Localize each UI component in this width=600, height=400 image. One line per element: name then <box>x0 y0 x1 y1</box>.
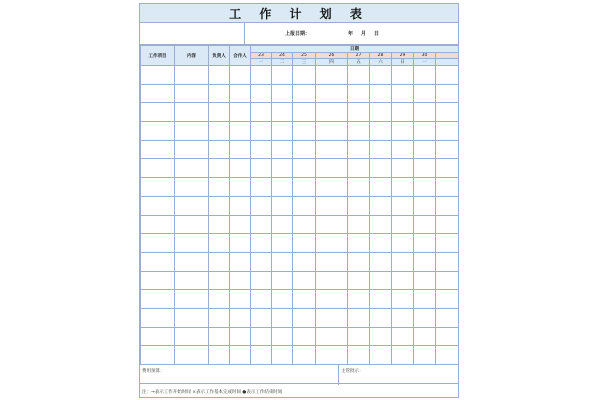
plan-cell[interactable] <box>141 271 175 290</box>
plan-cell[interactable] <box>414 327 436 346</box>
plan-cell[interactable] <box>348 271 370 290</box>
plan-cell[interactable] <box>316 234 348 253</box>
weekday-cell: 一 <box>414 59 436 66</box>
plan-cell[interactable] <box>316 290 348 309</box>
plan-cell[interactable] <box>293 140 316 159</box>
plan-cell[interactable] <box>370 271 392 290</box>
plan-cell[interactable] <box>392 252 414 271</box>
plan-cell[interactable] <box>251 346 272 365</box>
weekday-cell: 五 <box>348 59 370 66</box>
plan-cell[interactable] <box>251 252 272 271</box>
plan-cell[interactable] <box>230 140 251 159</box>
header-content: 内容 <box>175 46 209 66</box>
plan-cell[interactable] <box>230 346 251 365</box>
date-cell: 30 <box>414 53 436 59</box>
plan-cell[interactable] <box>316 178 348 197</box>
plan-table <box>140 45 459 365</box>
plan-cell[interactable] <box>293 178 316 197</box>
plan-cell[interactable] <box>175 140 209 159</box>
plan-cell[interactable] <box>175 159 209 178</box>
plan-cell[interactable] <box>141 327 175 346</box>
plan-cell[interactable] <box>436 140 459 159</box>
plan-cell[interactable] <box>348 290 370 309</box>
plan-cell[interactable] <box>293 66 316 85</box>
plan-cell[interactable] <box>175 103 209 122</box>
table-row <box>141 159 459 178</box>
plan-cell[interactable] <box>251 84 272 103</box>
plan-cell[interactable] <box>436 346 459 365</box>
page-title: 工 作 计 划 表 <box>229 6 369 21</box>
table-row <box>141 196 459 215</box>
plan-cell[interactable] <box>414 346 436 365</box>
plan-cell[interactable] <box>272 140 293 159</box>
plan-cell[interactable] <box>436 103 459 122</box>
plan-cell[interactable] <box>230 308 251 327</box>
plan-cell[interactable] <box>293 290 316 309</box>
blank-cell[interactable] <box>140 23 245 45</box>
plan-cell[interactable] <box>272 122 293 141</box>
table-row <box>141 84 459 103</box>
date-cell: 25 <box>293 53 316 59</box>
date-cell: 24 <box>272 53 293 59</box>
plan-cell[interactable] <box>436 252 459 271</box>
plan-cell[interactable] <box>293 252 316 271</box>
plan-cell[interactable] <box>230 196 251 215</box>
plan-cell[interactable] <box>272 178 293 197</box>
plan-cell[interactable] <box>230 252 251 271</box>
plan-cell[interactable] <box>414 252 436 271</box>
plan-cell[interactable] <box>141 196 175 215</box>
plan-cell[interactable] <box>293 196 316 215</box>
plan-cell[interactable] <box>209 346 230 365</box>
plan-cell[interactable] <box>316 196 348 215</box>
plan-cell[interactable] <box>392 234 414 253</box>
weekday-cell-empty <box>436 59 459 66</box>
table-row <box>141 327 459 346</box>
date-cell: 27 <box>348 53 370 59</box>
plan-cell[interactable] <box>209 66 230 85</box>
header-owner: 负责人 <box>209 46 230 66</box>
plan-cell[interactable] <box>436 215 459 234</box>
plan-cell[interactable] <box>230 66 251 85</box>
plan-cell[interactable] <box>175 346 209 365</box>
plan-cell[interactable] <box>392 308 414 327</box>
footer-divider <box>338 365 339 385</box>
plan-cell[interactable] <box>230 327 251 346</box>
plan-cell[interactable] <box>414 103 436 122</box>
plan-cell[interactable] <box>251 140 272 159</box>
plan-cell[interactable] <box>272 234 293 253</box>
plan-cell[interactable] <box>348 140 370 159</box>
plan-cell[interactable] <box>392 178 414 197</box>
plan-cell[interactable] <box>436 327 459 346</box>
plan-cell[interactable] <box>209 308 230 327</box>
plan-cell[interactable] <box>272 252 293 271</box>
plan-cell[interactable] <box>230 84 251 103</box>
plan-cell[interactable] <box>316 159 348 178</box>
plan-cell[interactable] <box>370 140 392 159</box>
table-row <box>141 103 459 122</box>
table-row <box>141 122 459 141</box>
plan-cell[interactable] <box>392 103 414 122</box>
plan-cell[interactable] <box>370 84 392 103</box>
plan-cell[interactable] <box>436 308 459 327</box>
plan-cell[interactable] <box>230 234 251 253</box>
plan-cell[interactable] <box>370 196 392 215</box>
plan-cell[interactable] <box>316 271 348 290</box>
plan-cell[interactable] <box>348 84 370 103</box>
plan-cell[interactable] <box>348 178 370 197</box>
plan-cell[interactable] <box>414 234 436 253</box>
weekday-cell: 三 <box>293 59 316 66</box>
plan-cell[interactable] <box>348 252 370 271</box>
plan-cell[interactable] <box>230 178 251 197</box>
plan-body <box>141 66 459 365</box>
table-row <box>141 66 459 85</box>
plan-cell[interactable] <box>272 308 293 327</box>
plan-cell[interactable] <box>316 215 348 234</box>
plan-cell[interactable] <box>272 103 293 122</box>
table-row <box>141 346 459 365</box>
legend-note: 注：→表示工作开始时间 ×表示工作基本完成时间 ●表示工作结束时间 <box>142 390 283 395</box>
plan-cell[interactable] <box>392 196 414 215</box>
plan-cell[interactable] <box>272 271 293 290</box>
plan-cell[interactable] <box>316 140 348 159</box>
plan-cell[interactable] <box>316 346 348 365</box>
plan-cell[interactable] <box>175 271 209 290</box>
plan-cell[interactable] <box>141 234 175 253</box>
table-row <box>141 215 459 234</box>
day-label: 日 <box>374 31 380 37</box>
plan-cell[interactable] <box>392 215 414 234</box>
plan-cell[interactable] <box>414 66 436 85</box>
plan-cell[interactable] <box>392 271 414 290</box>
plan-cell[interactable] <box>414 159 436 178</box>
footer-row <box>140 364 458 384</box>
plan-cell[interactable] <box>316 84 348 103</box>
plan-cell[interactable] <box>436 234 459 253</box>
header-date-group: 日期 <box>251 46 459 53</box>
plan-cell[interactable] <box>230 290 251 309</box>
plan-cell[interactable] <box>141 215 175 234</box>
plan-cell[interactable] <box>348 66 370 85</box>
plan-cell[interactable] <box>370 122 392 141</box>
plan-cell[interactable] <box>209 252 230 271</box>
plan-cell[interactable] <box>348 159 370 178</box>
plan-cell[interactable] <box>251 290 272 309</box>
plan-cell[interactable] <box>209 327 230 346</box>
table-row <box>141 234 459 253</box>
plan-cell[interactable] <box>436 178 459 197</box>
plan-cell[interactable] <box>251 196 272 215</box>
plan-cell[interactable] <box>370 290 392 309</box>
plan-cell[interactable] <box>209 271 230 290</box>
date-cell: 29 <box>392 53 414 59</box>
plan-cell[interactable] <box>370 327 392 346</box>
plan-cell[interactable] <box>293 271 316 290</box>
plan-cell[interactable] <box>370 159 392 178</box>
plan-cell[interactable] <box>141 178 175 197</box>
plan-cell[interactable] <box>392 159 414 178</box>
plan-cell[interactable] <box>370 252 392 271</box>
weekday-cell: 一 <box>251 59 272 66</box>
plan-cell[interactable] <box>141 159 175 178</box>
plan-cell[interactable] <box>370 178 392 197</box>
table-row <box>141 252 459 271</box>
plan-cell[interactable] <box>251 103 272 122</box>
plan-cell[interactable] <box>272 84 293 103</box>
plan-cell[interactable] <box>230 215 251 234</box>
plan-cell[interactable] <box>316 327 348 346</box>
plan-cell[interactable] <box>392 346 414 365</box>
plan-cell[interactable] <box>293 122 316 141</box>
report-date-row <box>140 23 458 45</box>
plan-cell[interactable] <box>230 122 251 141</box>
plan-cell[interactable] <box>209 84 230 103</box>
weekday-cell: 日 <box>392 59 414 66</box>
plan-cell[interactable] <box>272 215 293 234</box>
date-cell: 23 <box>251 53 272 59</box>
plan-cell[interactable] <box>209 103 230 122</box>
plan-cell[interactable] <box>272 159 293 178</box>
plan-cell[interactable] <box>370 234 392 253</box>
plan-cell[interactable] <box>348 215 370 234</box>
plan-cell[interactable] <box>141 122 175 141</box>
plan-cell[interactable] <box>436 122 459 141</box>
plan-cell[interactable] <box>414 215 436 234</box>
plan-cell[interactable] <box>251 122 272 141</box>
plan-cell[interactable] <box>175 252 209 271</box>
plan-cell[interactable] <box>436 84 459 103</box>
plan-cell[interactable] <box>316 66 348 85</box>
plan-cell[interactable] <box>175 290 209 309</box>
work-plan-sheet <box>139 3 459 398</box>
plan-cell[interactable] <box>293 327 316 346</box>
year-label: 年 <box>348 31 354 37</box>
plan-cell[interactable] <box>251 271 272 290</box>
plan-cell[interactable] <box>392 66 414 85</box>
plan-cell[interactable] <box>436 196 459 215</box>
plan-cell[interactable] <box>293 215 316 234</box>
plan-cell[interactable] <box>414 84 436 103</box>
plan-cell[interactable] <box>348 308 370 327</box>
plan-cell[interactable] <box>436 290 459 309</box>
title-bar <box>140 4 458 23</box>
plan-cell[interactable] <box>392 122 414 141</box>
plan-cell[interactable] <box>175 66 209 85</box>
plan-cell[interactable] <box>230 159 251 178</box>
plan-cell[interactable] <box>348 234 370 253</box>
plan-cell[interactable] <box>414 196 436 215</box>
plan-cell[interactable] <box>251 66 272 85</box>
plan-cell[interactable] <box>392 84 414 103</box>
plan-cell[interactable] <box>230 103 251 122</box>
plan-cell[interactable] <box>209 140 230 159</box>
plan-cell[interactable] <box>293 159 316 178</box>
supervisor-label: 主管批示： <box>341 369 364 374</box>
plan-cell[interactable] <box>272 327 293 346</box>
plan-cell[interactable] <box>272 66 293 85</box>
plan-cell[interactable] <box>230 271 251 290</box>
plan-cell[interactable] <box>316 252 348 271</box>
plan-cell[interactable] <box>141 66 175 85</box>
table-row <box>141 271 459 290</box>
plan-cell[interactable] <box>370 66 392 85</box>
plan-cell[interactable] <box>436 271 459 290</box>
plan-cell[interactable] <box>414 271 436 290</box>
plan-cell[interactable] <box>251 178 272 197</box>
plan-cell[interactable] <box>175 178 209 197</box>
month-label: 月 <box>361 31 367 37</box>
table-row <box>141 140 459 159</box>
plan-cell[interactable] <box>141 103 175 122</box>
plan-cell[interactable] <box>392 290 414 309</box>
plan-cell[interactable] <box>175 308 209 327</box>
plan-cell[interactable] <box>436 66 459 85</box>
plan-cell[interactable] <box>175 327 209 346</box>
plan-cell[interactable] <box>175 234 209 253</box>
plan-cell[interactable] <box>414 140 436 159</box>
plan-cell[interactable] <box>348 327 370 346</box>
plan-cell[interactable] <box>251 308 272 327</box>
plan-cell[interactable] <box>209 290 230 309</box>
plan-cell[interactable] <box>414 122 436 141</box>
plan-cell[interactable] <box>272 290 293 309</box>
table-row <box>141 178 459 197</box>
plan-cell[interactable] <box>392 327 414 346</box>
plan-cell[interactable] <box>175 84 209 103</box>
plan-cell[interactable] <box>392 140 414 159</box>
plan-cell[interactable] <box>370 308 392 327</box>
plan-cell[interactable] <box>209 178 230 197</box>
plan-cell[interactable] <box>316 122 348 141</box>
plan-cell[interactable] <box>316 308 348 327</box>
plan-cell[interactable] <box>175 196 209 215</box>
date-cell: 26 <box>316 53 348 59</box>
plan-cell[interactable] <box>370 215 392 234</box>
plan-cell[interactable] <box>209 159 230 178</box>
plan-cell[interactable] <box>209 196 230 215</box>
header-project: 工作项目 <box>141 46 175 66</box>
plan-cell[interactable] <box>141 252 175 271</box>
plan-cell[interactable] <box>141 84 175 103</box>
date-cell: 28 <box>370 53 392 59</box>
plan-cell[interactable] <box>209 215 230 234</box>
plan-cell[interactable] <box>251 327 272 346</box>
plan-cell[interactable] <box>293 103 316 122</box>
plan-cell[interactable] <box>141 290 175 309</box>
plan-cell[interactable] <box>316 103 348 122</box>
weekday-cell: 六 <box>370 59 392 66</box>
plan-cell[interactable] <box>348 346 370 365</box>
plan-cell[interactable] <box>141 308 175 327</box>
plan-cell[interactable] <box>436 159 459 178</box>
plan-cell[interactable] <box>348 122 370 141</box>
plan-cell[interactable] <box>293 308 316 327</box>
plan-cell[interactable] <box>251 159 272 178</box>
plan-cell[interactable] <box>251 215 272 234</box>
plan-cell[interactable] <box>348 196 370 215</box>
plan-cell[interactable] <box>370 103 392 122</box>
table-row <box>141 308 459 327</box>
plan-cell[interactable] <box>209 122 230 141</box>
header-partner: 合作人 <box>230 46 251 66</box>
plan-cell[interactable] <box>175 122 209 141</box>
plan-cell[interactable] <box>293 234 316 253</box>
plan-cell[interactable] <box>414 308 436 327</box>
budget-label: 费用预算： <box>142 369 165 374</box>
plan-cell[interactable] <box>414 178 436 197</box>
table-row <box>141 290 459 309</box>
plan-cell[interactable] <box>414 290 436 309</box>
plan-cell[interactable] <box>175 215 209 234</box>
plan-cell[interactable] <box>141 346 175 365</box>
plan-cell[interactable] <box>370 346 392 365</box>
plan-cell[interactable] <box>293 346 316 365</box>
plan-cell[interactable] <box>141 140 175 159</box>
plan-cell[interactable] <box>251 234 272 253</box>
weekday-cell: 二 <box>272 59 293 66</box>
plan-cell[interactable] <box>209 234 230 253</box>
plan-cell[interactable] <box>293 84 316 103</box>
plan-cell[interactable] <box>272 346 293 365</box>
weekday-cell: 四 <box>316 59 348 66</box>
report-date-label: 上报日期： <box>285 31 311 37</box>
plan-cell[interactable] <box>272 196 293 215</box>
plan-cell[interactable] <box>348 103 370 122</box>
